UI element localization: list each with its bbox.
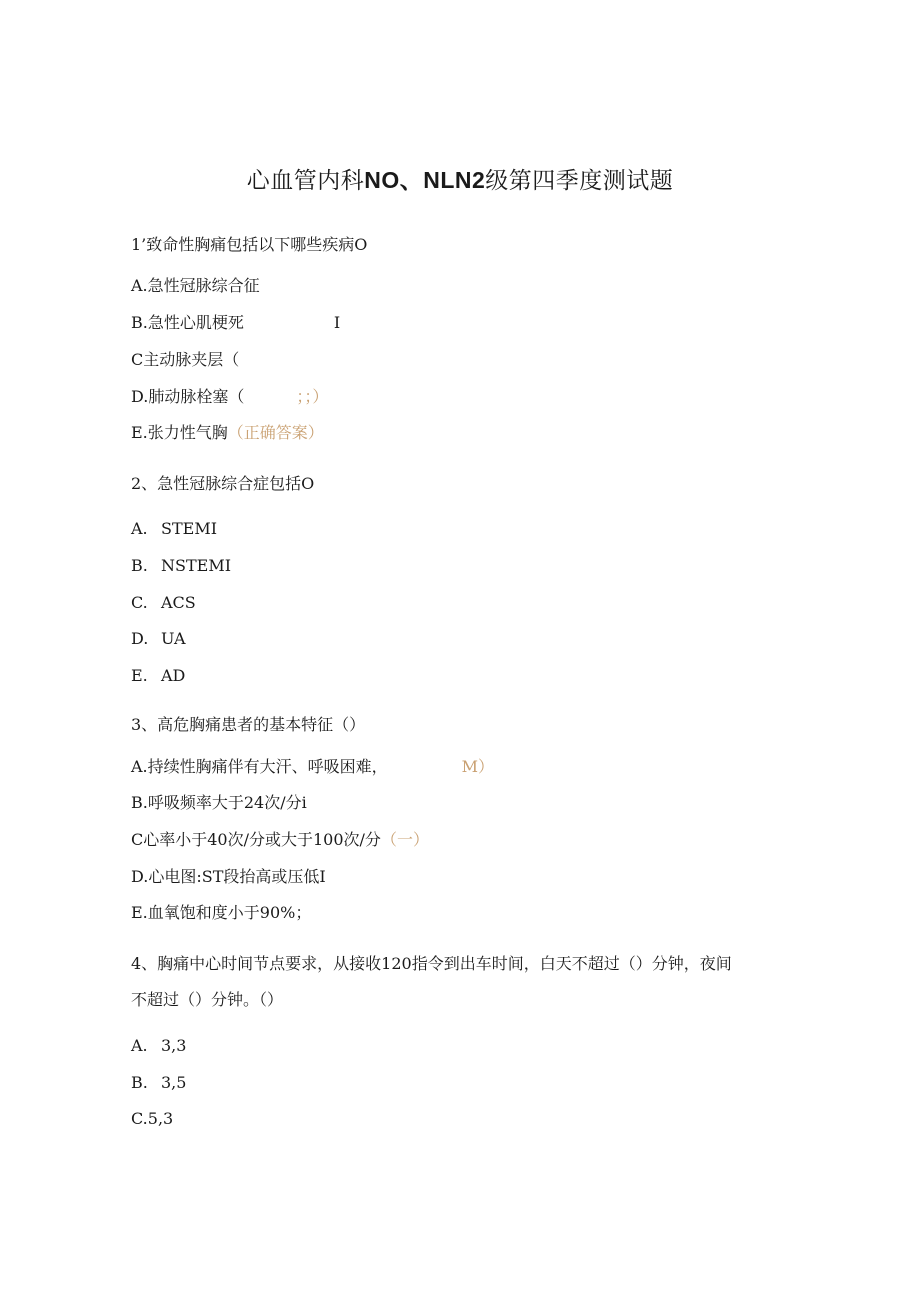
q1-option-d-annotation: ；；） xyxy=(296,387,329,406)
title-latin: NO、NLN2 xyxy=(364,167,486,193)
q3-option-c-text: C心率小于40次/分或大于100次/分 xyxy=(131,830,381,849)
q2-option-e-letter: E. xyxy=(131,666,148,685)
q3-option-a-text: A.持续性胸痛伴有大汗、呼吸困难， xyxy=(131,757,388,776)
q2-option-c xyxy=(131,592,196,614)
q2-option-b-text: NSTEMI xyxy=(161,556,232,575)
title-suffix: 级第四季度测试题 xyxy=(485,168,674,194)
q2-option-c-text: ACS xyxy=(161,593,196,612)
q2-option-a-letter: A. xyxy=(131,519,148,538)
q3-option-b: B.呼吸频率大于24次/分i xyxy=(131,793,307,812)
correct-answer-mark: （正确答案） xyxy=(227,423,324,442)
q1-option-a: A.急性冠脉综合征 xyxy=(131,276,260,295)
q1-option-c: C主动脉夹层（ xyxy=(131,350,240,369)
q2-option-d-letter: D. xyxy=(131,629,149,648)
question-3-stem: 3、高危胸痛患者的基本特征（） xyxy=(131,715,366,734)
q2-option-d-text: UA xyxy=(161,629,186,648)
q2-option-d xyxy=(131,628,186,650)
q4-option-a-letter: A. xyxy=(131,1036,148,1055)
q2-option-b-letter: B. xyxy=(131,556,148,575)
q2-option-c-letter: C. xyxy=(131,593,148,612)
q4-option-b xyxy=(131,1072,186,1094)
question-2-stem: 2、急性冠脉综合症包括O xyxy=(131,474,315,493)
q4-option-c: C.5,3 xyxy=(131,1109,174,1128)
q4-option-a xyxy=(131,1035,186,1057)
page-title xyxy=(0,162,920,195)
q1-option-e xyxy=(131,422,324,444)
q3-option-c xyxy=(131,829,429,851)
q4-option-a-text: 3,3 xyxy=(161,1036,187,1055)
q3-option-a xyxy=(131,756,494,778)
q4-option-b-letter: B. xyxy=(131,1073,148,1092)
q2-option-a xyxy=(131,518,217,540)
q1-option-b-text: B.急性心肌梗死 xyxy=(131,313,244,332)
q4-option-b-text: 3,5 xyxy=(161,1073,187,1092)
q2-option-a-text: STEMI xyxy=(161,519,218,538)
title-prefix: 心血管内科 xyxy=(246,168,365,194)
question-4-stem-line-1: 4、胸痛中心时间节点要求，从接收120指令到出车时间，白天不超过（）分钟，夜间 xyxy=(131,954,732,973)
q2-option-b xyxy=(131,555,231,577)
q3-option-e: E.血氧饱和度小于90%； xyxy=(131,903,312,922)
q1-option-d-text: D.肺动脉栓塞（ xyxy=(131,387,245,406)
q2-option-e-text: AD xyxy=(161,666,186,685)
q1-option-e-text: E.张力性气胸 xyxy=(131,423,228,442)
q1-option-b-mark: I xyxy=(333,313,341,332)
q1-option-d xyxy=(131,386,328,408)
question-4-stem-line-2: 不超过（）分钟。（） xyxy=(131,990,284,1009)
q3-option-d: D.心电图:ST段抬高或压低I xyxy=(131,867,326,886)
question-1-stem: 1’致命性胸痛包括以下哪些疾病O xyxy=(131,235,368,254)
q3-option-c-annotation: （一） xyxy=(380,830,429,849)
q3-option-a-annotation: M） xyxy=(461,757,495,776)
q1-option-b xyxy=(131,312,340,334)
q2-option-e xyxy=(131,665,185,687)
